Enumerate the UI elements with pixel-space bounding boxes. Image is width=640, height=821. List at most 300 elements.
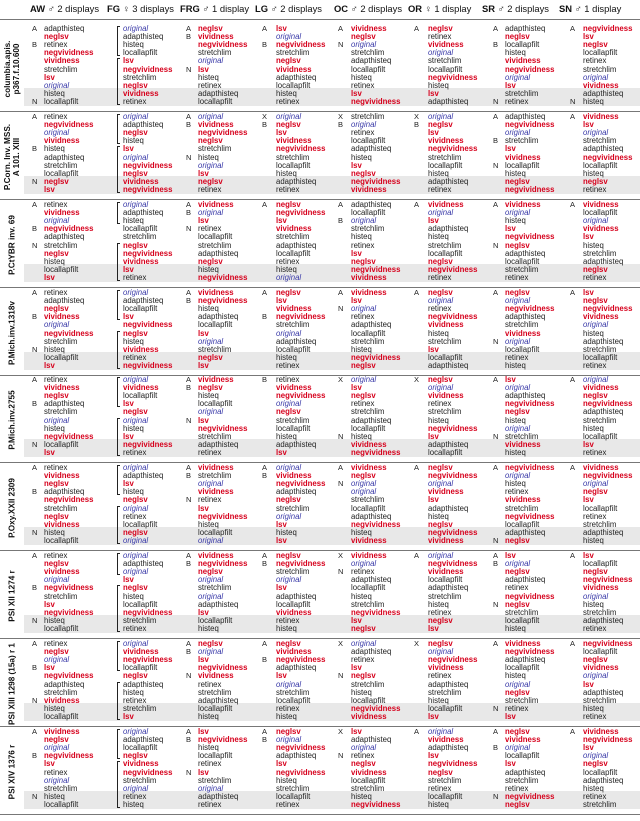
display-bracket (117, 585, 120, 632)
ranked-item: locallapfilt (123, 304, 158, 314)
ranked-item: vividness (428, 200, 464, 209)
row-rule (0, 375, 640, 376)
display-marker: A (493, 24, 499, 33)
ranked-item: original (351, 639, 377, 648)
ranked-item: retinex (505, 703, 529, 713)
ranked-item: lsv (44, 72, 55, 82)
column-header (408, 2, 471, 16)
ranked-item: original (198, 575, 224, 585)
column-header (255, 2, 322, 16)
display-marker: B (186, 735, 192, 745)
ranked-item: locallapfilt (276, 344, 311, 354)
ranked-item: adapthisteq (198, 791, 239, 801)
display-marker: A (32, 112, 38, 121)
ranked-item: adapthisteq (583, 775, 624, 785)
ranked-item: adapthisteq (351, 511, 392, 521)
ranked-item: stretchlim (351, 336, 385, 346)
ranked-item: histeq (505, 447, 526, 457)
ranked-item: negvividness (505, 591, 555, 601)
ranked-item: histeq (583, 599, 604, 609)
ranked-item: histeq (276, 352, 297, 362)
ranked-item: retinex (505, 583, 529, 593)
ranked-item: histeq (351, 591, 372, 601)
ranked-item: original (198, 591, 224, 601)
ranked-item: lsv (198, 216, 209, 226)
ranked-item: vividness (123, 759, 159, 769)
ranked-item: neglsv (123, 128, 148, 138)
ranked-item: stretchlim (583, 519, 617, 529)
ranked-item: retinex (583, 511, 607, 521)
ranked-item: original (123, 551, 149, 560)
ranked-item: stretchlim (505, 695, 539, 705)
ranked-item: histeq (276, 527, 297, 537)
ranked-item: lsv (428, 711, 439, 721)
ranked-item: adapthisteq (198, 88, 239, 98)
ranked-item: retinex (428, 304, 452, 314)
row-label-text: P.Mich.inv.2755 (7, 390, 17, 450)
ranked-item: adapthisteq (583, 144, 624, 154)
ranked-item: histeq (123, 423, 144, 433)
ranked-item: retinex (583, 184, 607, 194)
display-marker: B (262, 375, 268, 384)
display-bracket (117, 553, 120, 575)
ranked-item: histeq (123, 40, 144, 50)
ranked-item: negvividness (583, 471, 633, 481)
display-marker: B (262, 312, 268, 322)
ranked-item: neglsv (351, 471, 376, 481)
display-marker: A (570, 639, 576, 648)
ranked-item: locallapfilt (276, 423, 311, 433)
display-bracket (117, 682, 120, 721)
ranked-item: histeq (428, 168, 449, 178)
ranked-item: negvividness (123, 439, 173, 449)
ranked-item: adapthisteq (505, 312, 546, 322)
display-marker: A (414, 727, 420, 736)
ranked-item: retinex (351, 80, 375, 90)
ranked-item: lsv (351, 383, 362, 393)
display-marker: A (493, 551, 499, 560)
ranked-item: stretchlim (123, 703, 157, 713)
ranked-item: adapthisteq (351, 415, 392, 425)
ranked-item: lsv (583, 551, 594, 560)
ranked-item: original (428, 551, 454, 560)
ranked-item: vividness (351, 551, 387, 560)
ranked-item: original (505, 743, 531, 753)
ranked-item: retinex (44, 288, 68, 297)
column-label: 3 displays (132, 3, 174, 14)
ranked-item: neglsv (123, 240, 148, 250)
ranked-item: neglsv (198, 256, 223, 266)
ranked-item: adapthisteq (583, 88, 624, 98)
ranked-item: neglsv (351, 32, 376, 42)
ranked-item: original (276, 112, 302, 121)
ranked-item: neglsv (123, 80, 148, 90)
ranked-item: neglsv (123, 751, 148, 761)
ranked-item: locallapfilt (44, 535, 79, 545)
ranked-item: retinex (351, 312, 375, 322)
ranked-item: adapthisteq (351, 647, 392, 657)
display-marker: B (338, 120, 344, 130)
column-code: OC (334, 3, 349, 14)
row-label-text: PSI XIV 1376 r (7, 744, 17, 800)
ranked-item: neglsv (428, 24, 453, 33)
ranked-item: neglsv (44, 176, 69, 186)
ranked-item: vividness (276, 224, 312, 234)
ranked-item: locallapfilt (44, 352, 79, 362)
ranked-item: negvividness (276, 479, 326, 489)
ranked-item: vividness (44, 56, 80, 66)
ranked-item: histeq (198, 72, 219, 82)
display-bracket (117, 243, 120, 282)
display-marker: A (186, 463, 192, 472)
ranked-item: histeq (44, 144, 65, 154)
ranked-item: negvividness (505, 647, 555, 657)
ranked-item: retinex (44, 767, 68, 777)
ranked-item: lsv (428, 88, 439, 98)
display-marker: A (570, 727, 576, 736)
ranked-item: histeq (428, 511, 449, 521)
ranked-item: lsv (44, 599, 55, 609)
display-marker: N (493, 791, 499, 801)
ranked-item: adapthisteq (123, 735, 164, 745)
ranked-item: locallapfilt (44, 799, 79, 809)
ranked-item: locallapfilt (276, 80, 311, 90)
ranked-item: retinex (276, 703, 300, 713)
ranked-item: locallapfilt (123, 663, 158, 673)
ranked-item: histeq (198, 152, 219, 162)
ranked-item: neglsv (428, 639, 453, 648)
ranked-item: negvividness (276, 144, 326, 154)
ranked-item: histeq (583, 168, 604, 178)
ranked-item: lsv (351, 615, 362, 625)
ranked-item: retinex (44, 551, 68, 560)
ranked-item: adapthisteq (123, 679, 164, 689)
ranked-item: histeq (198, 264, 219, 274)
ranked-item: original (198, 112, 224, 121)
ranked-item: adapthisteq (44, 399, 85, 409)
ranked-item: original (123, 375, 149, 384)
row-label (0, 728, 24, 816)
ranked-item: negvividness (198, 40, 248, 50)
display-marker: A (414, 551, 420, 560)
row-label-text: P.Mich.inv.1318v (7, 301, 17, 365)
display-marker: X (338, 551, 344, 560)
ranked-item: stretchlim (583, 64, 617, 74)
display-marker: N (493, 336, 499, 346)
ranked-item: histeq (123, 136, 144, 146)
display-marker: A (186, 375, 192, 384)
row-label-text: columbia.apis. p367.f.10.600 (3, 40, 21, 98)
ranked-item: neglsv (351, 256, 376, 266)
display-marker: A (186, 551, 192, 560)
ranked-item: stretchlim (428, 591, 462, 601)
ranked-item: original (428, 112, 454, 121)
ranked-item: lsv (44, 759, 55, 769)
ranked-item: locallapfilt (198, 751, 233, 761)
ranked-item: retinex (583, 791, 607, 801)
display-marker: B (493, 559, 499, 569)
ranked-item: histeq (44, 423, 65, 433)
ranked-item: lsv (428, 128, 439, 138)
ranked-item: vividness (276, 304, 312, 314)
ranked-item: stretchlim (123, 615, 157, 625)
ranked-item: lsv (276, 447, 287, 457)
ranked-item: locallapfilt (583, 431, 618, 441)
ranked-item: vividness (198, 551, 234, 560)
ranked-item: vividness (276, 647, 312, 657)
ranked-item: original (123, 200, 149, 209)
ranked-item: stretchlim (276, 503, 310, 513)
ranked-item: stretchlim (428, 56, 462, 66)
ranked-item: adapthisteq (198, 695, 239, 705)
ranked-item: histeq (276, 264, 297, 274)
ranked-item: neglsv (123, 328, 148, 338)
ranked-item: negvividness (428, 144, 478, 154)
display-marker: N (338, 751, 344, 761)
ranked-item: locallapfilt (583, 48, 618, 58)
ranked-item: stretchlim (44, 503, 78, 513)
ranked-item: retinex (428, 32, 452, 42)
ranked-item: lsv (198, 64, 209, 74)
ranked-item: original (44, 320, 70, 330)
ranked-item: negvividness (505, 64, 555, 74)
ranked-item: lsv (198, 655, 209, 665)
ranked-item: retinex (123, 623, 147, 633)
ranked-item: vividness (44, 471, 80, 481)
ranked-item: original (351, 375, 377, 384)
ranked-item: vividness (276, 471, 312, 481)
ranked-item: locallapfilt (583, 559, 618, 569)
ranked-item: locallapfilt (351, 775, 386, 785)
ranked-item: original (44, 743, 70, 753)
display-marker: X (338, 112, 344, 121)
ranked-item: neglsv (44, 304, 69, 314)
ranked-item: retinex (276, 256, 300, 266)
ranked-item: neglsv (583, 176, 608, 186)
ranked-item: lsv (428, 623, 439, 633)
ranked-item: negvividness (583, 152, 633, 162)
ranked-item: neglsv (276, 551, 301, 560)
ranked-item: original (583, 128, 609, 138)
ranked-item: retinex (276, 799, 300, 809)
ranked-item: locallapfilt (198, 399, 233, 409)
ranked-item: vividness (198, 463, 234, 472)
ranked-item: original (44, 80, 70, 90)
ranked-item: vividness (198, 120, 234, 130)
display-marker: X (414, 112, 420, 121)
display-marker: N (186, 415, 192, 425)
ranked-item: original (351, 120, 377, 130)
ranked-item: histeq (276, 168, 297, 178)
ranked-item: neglsv (505, 407, 530, 417)
ranked-item: vividness (276, 607, 312, 617)
ranked-item: original (351, 479, 377, 489)
ranked-item: stretchlim (44, 783, 78, 793)
display-marker: A (262, 639, 268, 648)
ranked-item: negvividness (198, 296, 248, 306)
ranked-item: negvividness (44, 583, 94, 593)
ranked-item: negvividness (428, 471, 478, 481)
ranked-item: histeq (123, 591, 144, 601)
display-marker: A (32, 375, 38, 384)
gender-icon: ♂ (202, 3, 213, 14)
ranked-item: stretchlim (198, 344, 232, 354)
display-marker: B (186, 383, 192, 393)
ranked-item: original (428, 727, 454, 736)
ranked-item: histeq (123, 487, 144, 497)
ranked-item: vividness (505, 735, 541, 745)
display-marker: N (32, 527, 38, 537)
ranked-item: vividness (351, 767, 387, 777)
ranked-item: original (44, 216, 70, 226)
ranked-item: lsv (583, 495, 594, 505)
ranked-item: negvividness (44, 328, 94, 338)
ranked-item: negvividness (44, 224, 94, 234)
ranked-item: vividness (351, 24, 387, 33)
display-marker: A (338, 24, 344, 33)
ranked-item: locallapfilt (351, 583, 386, 593)
ranked-item: retinex (44, 639, 68, 648)
display-bracket (117, 729, 120, 759)
ranked-item: vividness (583, 727, 619, 736)
ranked-item: vividness (351, 272, 387, 282)
ranked-item: stretchlim (505, 320, 539, 330)
display-marker: N (493, 703, 499, 713)
ranked-item: retinex (583, 623, 607, 633)
display-marker: X (338, 375, 344, 384)
ranked-item: neglsv (123, 495, 148, 505)
display-bracket (117, 641, 120, 671)
ranked-item: negvividness (198, 128, 248, 138)
ranked-item: stretchlim (351, 112, 385, 121)
ranked-item: negvividness (505, 399, 555, 409)
ranked-item: histeq (351, 344, 372, 354)
ranked-item: adapthisteq (428, 679, 469, 689)
ranked-item: original (198, 56, 224, 66)
row-rule (0, 814, 640, 815)
ranked-item: neglsv (276, 407, 301, 417)
ranked-item: negvividness (44, 751, 94, 761)
ranked-item: vividness (505, 439, 541, 449)
ranked-item: stretchlim (198, 240, 232, 250)
ranked-item: negvividness (198, 559, 248, 569)
gender-icon: ♀ (424, 3, 435, 14)
ranked-item: negvividness (351, 352, 401, 362)
ranked-item: neglsv (44, 559, 69, 569)
ranked-item: locallapfilt (198, 615, 233, 625)
display-marker: A (262, 463, 268, 472)
column-label: 1 display (212, 3, 250, 14)
display-marker: A (338, 463, 344, 472)
ranked-item: original (44, 575, 70, 585)
ranked-item: negvividness (428, 759, 478, 769)
ranked-item: locallapfilt (276, 695, 311, 705)
gender-icon: ♂ (270, 3, 281, 14)
ranked-item: neglsv (198, 639, 223, 648)
ranked-item: neglsv (351, 168, 376, 178)
ranked-item: original (44, 128, 70, 138)
ranked-item: vividness (276, 383, 312, 393)
ranked-item: neglsv (428, 463, 453, 472)
ranked-item: stretchlim (198, 48, 232, 58)
ranked-item: retinex (351, 567, 375, 577)
ranked-item: adapthisteq (428, 96, 469, 106)
ranked-item: vividness (583, 200, 619, 209)
ranked-item: retinex (198, 184, 222, 194)
ranked-item: negvividness (351, 176, 401, 186)
display-marker: A (570, 200, 576, 209)
display-marker: A (493, 463, 499, 472)
column-code: FRG (180, 3, 200, 14)
ranked-item: negvividness (198, 272, 248, 282)
display-marker: A (493, 727, 499, 736)
ranked-item: histeq (198, 623, 219, 633)
ranked-item: stretchlim (505, 431, 539, 441)
row-rule (0, 287, 640, 288)
row-rule (0, 550, 640, 551)
ranked-item: stretchlim (583, 799, 617, 809)
ranked-item: vividness (123, 344, 159, 354)
ranked-item: locallapfilt (44, 439, 79, 449)
ranked-item: original (583, 72, 609, 82)
ranked-item: negvividness (428, 423, 478, 433)
ranked-item: histeq (505, 623, 526, 633)
ranked-item: histeq (44, 615, 65, 625)
ranked-item: stretchlim (505, 503, 539, 513)
ranked-item: negvividness (351, 264, 401, 274)
display-marker: N (32, 615, 38, 625)
ranked-item: histeq (505, 415, 526, 425)
ranked-item: original (198, 407, 224, 417)
ranked-item: vividness (428, 535, 464, 545)
ranked-item: retinex (198, 447, 222, 457)
ranked-item: lsv (583, 232, 594, 242)
ranked-item: histeq (44, 88, 65, 98)
ranked-item: histeq (276, 711, 297, 721)
ranked-item: negvividness (123, 320, 173, 330)
ranked-item: original (428, 647, 454, 657)
ranked-item: negvividness (351, 607, 401, 617)
display-marker: A (186, 24, 192, 33)
ranked-item: adapthisteq (123, 471, 164, 481)
ranked-item: locallapfilt (428, 248, 463, 258)
gender-icon: ♂ (574, 3, 585, 14)
ranked-item: adapthisteq (198, 439, 239, 449)
column-code: LG (255, 3, 269, 14)
ranked-item: original (505, 128, 531, 138)
ranked-item: histeq (351, 72, 372, 82)
ranked-item: vividness (505, 328, 541, 338)
ranked-item: vividness (505, 495, 541, 505)
ranked-item: lsv (351, 88, 362, 98)
ranked-item: neglsv (123, 527, 148, 537)
ranked-item: locallapfilt (351, 328, 386, 338)
ranked-item: lsv (123, 399, 134, 409)
ranked-item: locallapfilt (276, 160, 311, 170)
display-bracket (117, 290, 120, 320)
ranked-item: vividness (505, 56, 541, 66)
ranked-item: histeq (198, 304, 219, 314)
ranked-item: locallapfilt (123, 224, 158, 234)
display-marker: N (338, 40, 344, 50)
ranked-item: retinex (428, 607, 452, 617)
display-bracket (117, 114, 120, 144)
ranked-item: lsv (198, 360, 209, 370)
ranked-item: histeq (428, 599, 449, 609)
ranked-item: neglsv (505, 176, 530, 186)
ranked-item: histeq (276, 775, 297, 785)
ranked-item: negvividness (505, 120, 555, 130)
